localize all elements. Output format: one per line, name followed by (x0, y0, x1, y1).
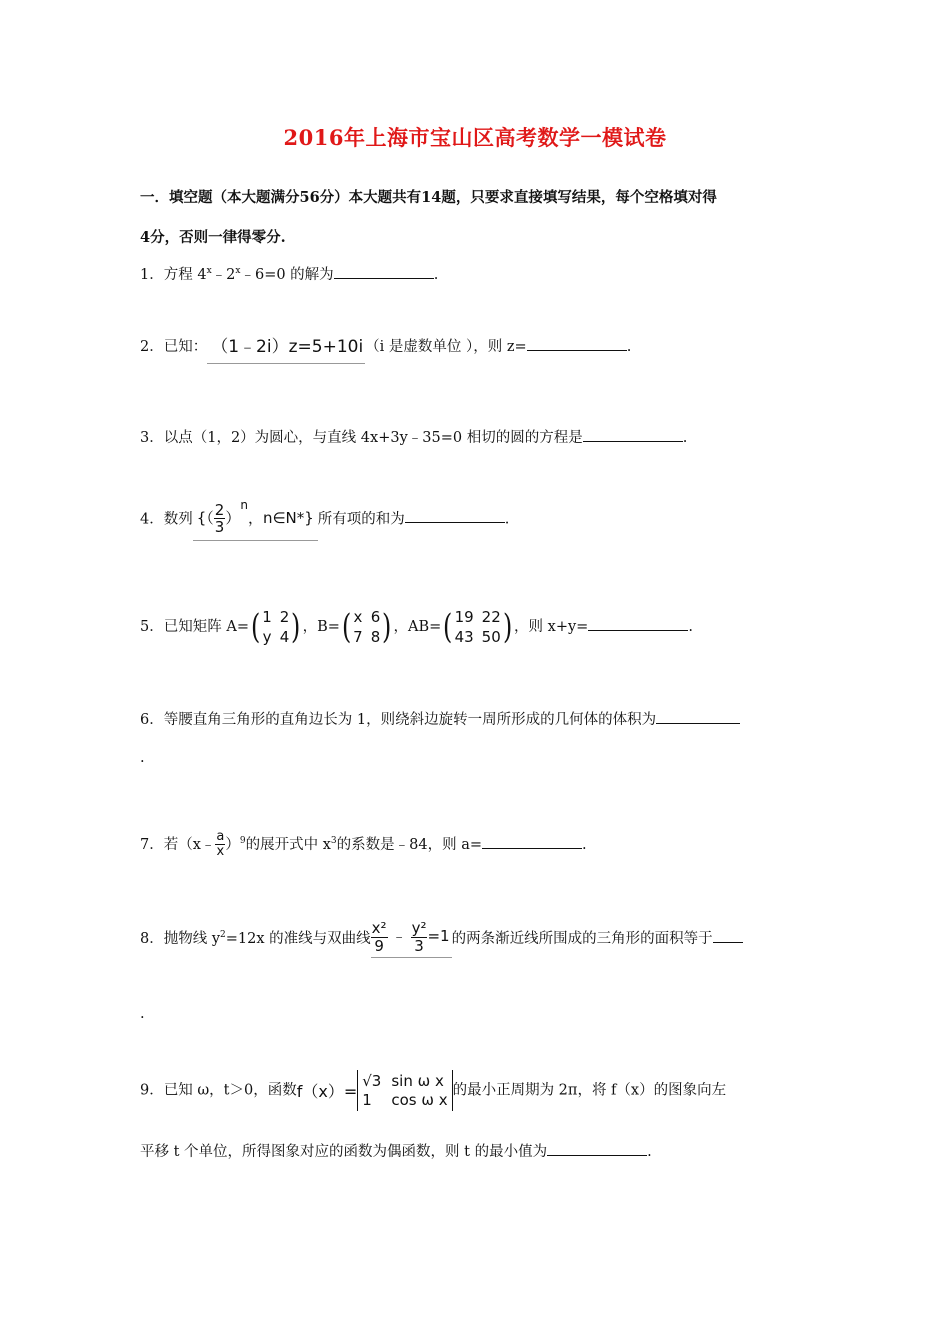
question-number: 9． (140, 1082, 164, 1099)
answer-blank (527, 336, 627, 351)
question-text: 已知 ω，t＞0，函数 (163, 1082, 297, 1099)
page-title: 2016年上海市宝山区高考数学一模试卷 (283, 125, 667, 150)
fraction: $\frac{2}{3}$ (214, 500, 225, 536)
brace-open: {（ (196, 509, 214, 527)
question-text: ，B= (302, 619, 340, 635)
question-end: . (647, 1144, 652, 1160)
question-text: 已知： (163, 339, 208, 355)
question-7 (140, 830, 587, 860)
question-text: 以点（1，2）为圆心，与直线 4x+3y﹣35=0 相切的圆的方程是 (163, 430, 583, 446)
answer-blank (547, 1141, 647, 1156)
question-number: 1． (140, 267, 164, 283)
question-number: 7． (140, 836, 164, 853)
answer-blank (588, 616, 688, 631)
question-text: ，则 x+y= (514, 619, 589, 635)
question-4 (140, 498, 509, 541)
question-text: 的展开式中 x (245, 836, 331, 853)
hyperbola-equation: $\frac{\text{x²}}{9}$ ﹣ $\frac{\text{y²}}{3}$ =1 (371, 920, 452, 958)
question-end: . (626, 339, 632, 355)
question-text: 等腰直角三角形的直角边长为 1，则绕斜边旋转一周所形成的几何体的体积为 (163, 712, 657, 728)
sequence-expression: {（ $\frac{2}{3}$ ）$^n$，n∈N*} (193, 498, 318, 541)
answer-blank (405, 508, 505, 523)
answer-blank (583, 427, 683, 442)
question-text: ） (225, 836, 240, 853)
question-number: 8． (140, 931, 164, 947)
question-3 (140, 426, 687, 447)
exponent: x (206, 266, 212, 277)
question-text: 的两条渐近线所围成的三角形的面积等于 (451, 931, 713, 947)
question-5: 5．已知矩阵 A=( 1 2 y 4 ) ，B=( x 6 7 8 ) ，AB=( 19 22 43 50 ) ，则 x+y= . (140, 607, 693, 647)
question-8 (140, 920, 743, 958)
answer-blank (656, 709, 740, 724)
question-number: 3． (140, 430, 164, 446)
question-end: . (504, 511, 510, 528)
question-2 (140, 330, 631, 364)
question-text: ﹣2 (211, 267, 236, 283)
question-end: . (688, 619, 693, 635)
exponent: x (235, 266, 241, 277)
question-text: 已知矩阵 A= (163, 619, 249, 635)
question-text: =12x 的准线与双曲线 (225, 931, 371, 947)
exponent: 2 (220, 930, 226, 941)
section-heading-line1: 一．填空题（本大题满分56分）本大题共有14题，只要求直接填写结果，每个空格填对得 (140, 189, 717, 206)
question-6-end: . (140, 750, 145, 766)
question-text: 的最小正周期为 2π，将 f（x）的图象向左 (452, 1082, 727, 1099)
exponent: 9 (239, 835, 246, 846)
fraction: $\frac{\text{y²}}{3}$ (411, 919, 427, 955)
question-text: 所有项的和为 (317, 511, 405, 528)
question-8-end: . (140, 1006, 145, 1022)
question-text: 方程 4 (163, 267, 207, 283)
question-1 (140, 263, 438, 284)
matrix-b: x 6 7 8 (353, 608, 381, 646)
question-end: . (433, 267, 439, 283)
question-number: 4． (140, 511, 164, 528)
function-label: f（x）= (296, 1082, 358, 1101)
exponent: 3 (330, 835, 337, 846)
fraction: $\frac{\text{x²}}{9}$ (371, 919, 387, 955)
question-end: . (582, 836, 587, 853)
question-text: 的系数是﹣84，则 a= (336, 836, 483, 853)
question-end: . (682, 430, 688, 446)
question-text: 平移 t 个单位，所得图象对应的函数为偶函数，则 t 的最小值为 (140, 1144, 548, 1160)
exponent: n (240, 498, 248, 512)
matrix-a: 1 2 y 4 (262, 608, 290, 646)
question-text: 数列 (163, 511, 193, 528)
section-heading-line2: 4分，否则一律得零分. (140, 229, 286, 246)
question-text: ﹣6=0 的解为 (240, 267, 334, 283)
question-text: ，AB= (393, 619, 442, 635)
question-number: 2． (140, 339, 164, 355)
answer-blank (334, 264, 434, 279)
fraction: $\frac{a}{x}$ (216, 829, 225, 860)
question-number: 6． (140, 712, 164, 728)
question-number: 5． (140, 619, 164, 635)
question-text: （i 是虚数单位 ），则 z= (365, 339, 527, 355)
question-6 (140, 708, 740, 729)
question-9-line2 (140, 1140, 652, 1161)
question-9 (140, 1070, 726, 1111)
determinant: √3 sin ω x 1 cos ω x (357, 1070, 452, 1111)
answer-blank (713, 928, 743, 943)
equation-image: （1﹣2i）z=5+10i (207, 330, 365, 364)
answer-blank (482, 834, 582, 849)
matrix-ab: 19 22 43 50 (454, 608, 501, 646)
question-text: 抛物线 y (163, 931, 221, 947)
question-text: 若（x﹣ (163, 836, 216, 853)
